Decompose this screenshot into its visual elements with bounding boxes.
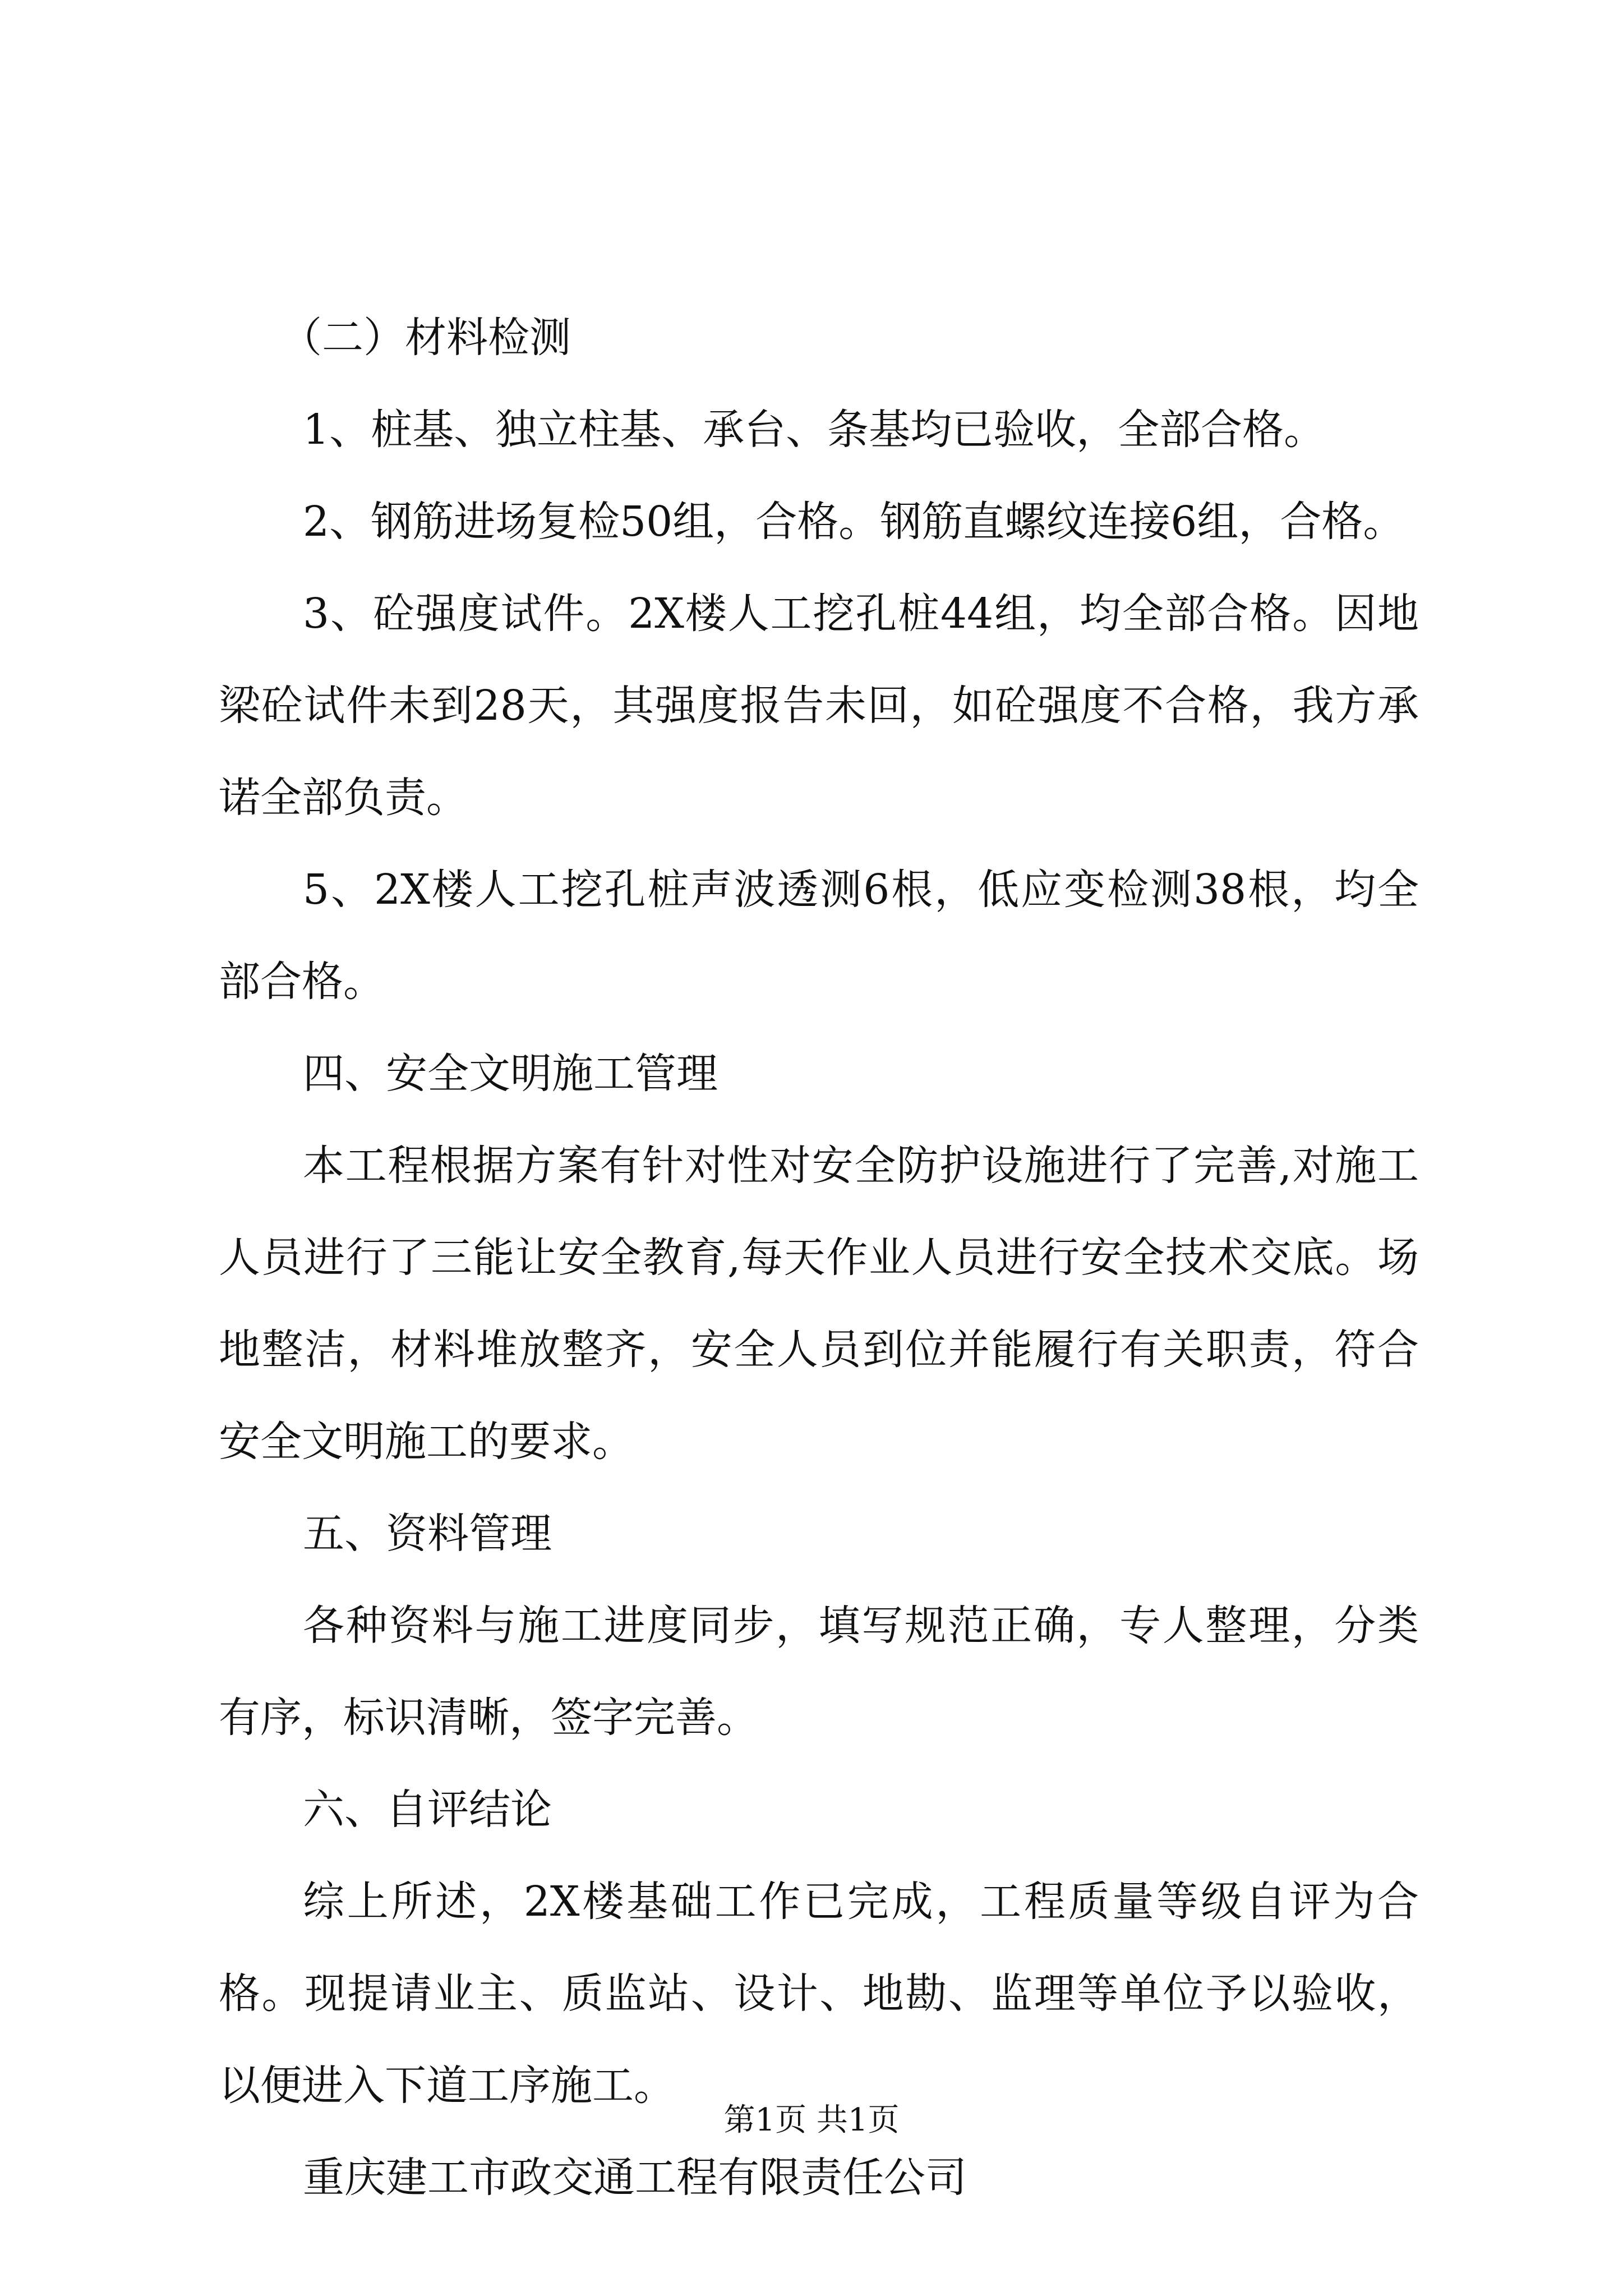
document-body <box>219 292 1419 2224</box>
page-number-footer: 第1页 共1页 <box>723 2102 900 2138</box>
section-heading-conclusion: 六、自评结论 <box>303 1786 552 1834</box>
paragraph-item-3: 3、砼强度试件。2X楼人工挖孔桩44组，均全部合格。因地梁砼试件未到28天，其强度报告未回，如砼强度不合格，我方承诺全部负责。 <box>219 590 1419 822</box>
paragraph-item-1: 1、桩基、独立柱基、承台、条基均已验收，全部合格。 <box>303 406 1326 454</box>
section-heading-safety: 四、安全文明施工管理 <box>303 1050 718 1098</box>
paragraph-item-2: 2、钢筋进场复检50组，合格。钢筋直螺纹连接6组，合格。 <box>303 498 1405 546</box>
paragraph-item-5: 5、2X楼人工挖孔桩声波透测6根，低应变检测38根，均全部合格。 <box>219 866 1419 1006</box>
section-heading-documents: 五、资料管理 <box>303 1510 552 1558</box>
section-heading-material-testing: （二）材料检测 <box>280 314 571 362</box>
company-name: 重庆建工市政交通工程有限责任公司 <box>303 2154 967 2202</box>
paragraph-conclusion: 综上所述，2X楼基础工作已完成，工程质量等级自评为合格。现提请业主、质监站、设计、地勘、监理等单位予以验收，以便进入下道工序施工。 <box>219 1878 1419 2110</box>
paragraph-documents: 各种资料与施工进度同步，填写规范正确，专人整理，分类有序，标识清晰，签字完善。 <box>219 1602 1419 1742</box>
paragraph-safety: 本工程根据方案有针对性对安全防护设施进行了完善,对施工人员进行了三能让安全教育,每天作业人员进行安全技术交底。场地整洁，材料堆放整齐，安全人员到位并能履行有关职责，符合安全文明施工的要求。 <box>219 1142 1419 1466</box>
